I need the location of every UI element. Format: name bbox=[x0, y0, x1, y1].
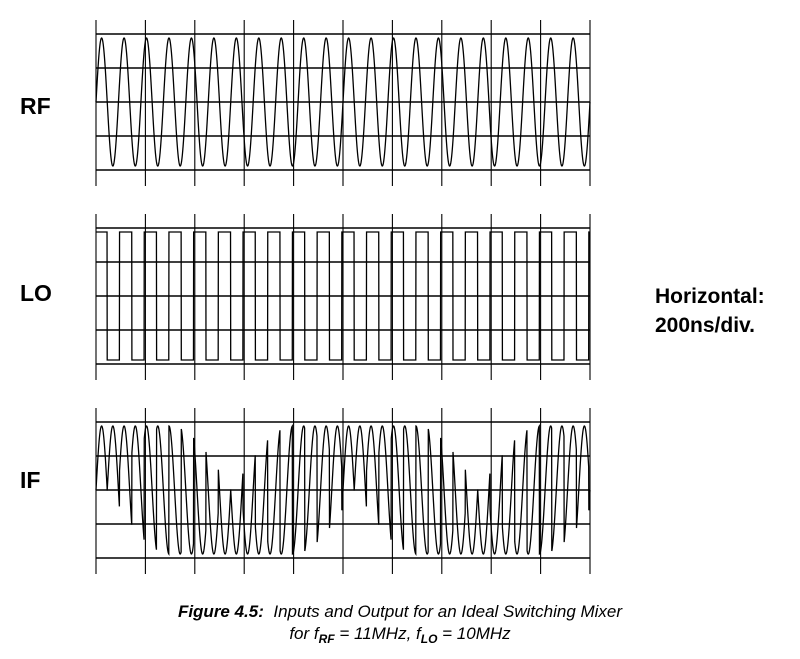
horizontal-value: 200ns/div. bbox=[655, 314, 755, 337]
lo-scope-trace bbox=[86, 206, 600, 382]
caption-lo-freq: = 10MHz bbox=[437, 624, 511, 643]
caption-rf-freq: = 11MHz, f bbox=[334, 624, 421, 643]
caption-for-f: for f bbox=[289, 624, 319, 643]
if-scope-trace bbox=[86, 400, 600, 576]
caption-lo-subscript: LO bbox=[420, 632, 438, 646]
figure-title: Inputs and Output for an Ideal Switching Mixer bbox=[273, 602, 623, 621]
lo-label: LO bbox=[20, 280, 52, 306]
rf-label: RF bbox=[20, 93, 51, 119]
horizontal-scale-note bbox=[655, 282, 765, 340]
rf-scope-trace bbox=[86, 12, 600, 188]
figure-caption bbox=[0, 603, 800, 620]
if-label: IF bbox=[20, 467, 41, 493]
figure-caption-line2 bbox=[0, 625, 800, 645]
graticule bbox=[96, 214, 590, 380]
caption-rf-subscript: RF bbox=[318, 632, 335, 646]
horizontal-title: Horizontal: bbox=[655, 285, 765, 308]
figure-number: Figure 4.5: bbox=[177, 602, 264, 621]
